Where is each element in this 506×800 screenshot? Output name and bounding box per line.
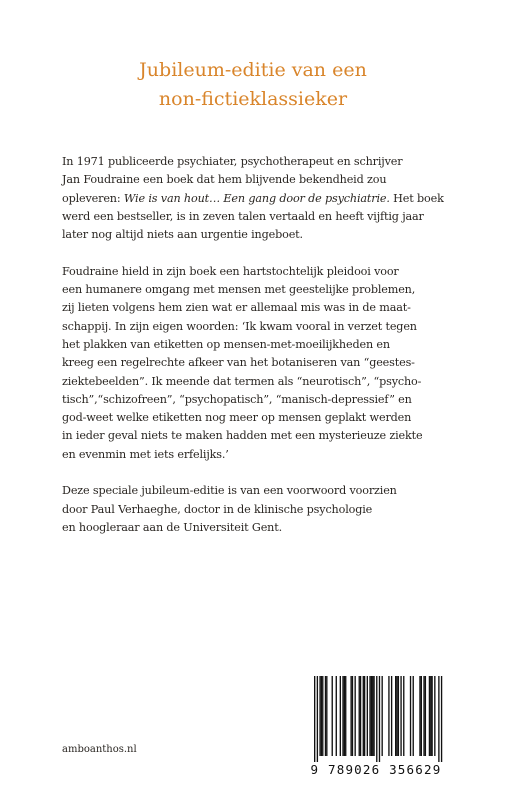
barcode-bar — [340, 676, 341, 756]
barcode-bar — [369, 676, 370, 756]
barcode-bar — [355, 676, 356, 756]
barcode-bar — [317, 676, 318, 762]
barcode-bar — [395, 676, 396, 756]
barcode-bar — [441, 676, 442, 762]
barcode-bar — [364, 676, 365, 756]
text-line: door Paul Verhaeghe, doctor in de klinische psychologie — [62, 502, 373, 516]
paragraph-2 — [62, 263, 446, 464]
text-line: kreeg een regelrechte afkeer van het botaniseren van “geestes- — [62, 356, 415, 370]
barcode-bar — [332, 676, 333, 756]
barcode-bar — [379, 676, 380, 762]
barcode-bar — [326, 676, 327, 756]
text-line: tisch”,“schizofreen”, “psychopatisch”, “manisch-depressief” en — [62, 392, 412, 406]
barcode-bar — [429, 676, 430, 756]
barcode-bar — [360, 676, 361, 756]
text-segment: opleveren: — [62, 191, 124, 205]
barcode-bar — [376, 676, 377, 762]
text-line: zij lieten volgens hem zien wat er allemaal mis was in de maat- — [62, 301, 411, 315]
barcode-bar — [398, 676, 399, 756]
barcode-bar — [421, 676, 422, 756]
barcode-bar — [410, 676, 411, 756]
text-line: Jan Foudraine een boek dat hem blijvende bekendheid zou — [62, 173, 387, 187]
text-line: later nog altijd niets aan urgentie ingeboet. — [62, 228, 303, 242]
barcode-bar — [342, 676, 343, 756]
text-line: god-weet welke etiketten nog meer op mensen geplakt werden — [62, 411, 412, 425]
barcode-bar — [382, 676, 383, 756]
text-line: Foudraine hield in zijn boek een hartstochtelijk pleidooi voor — [62, 264, 399, 278]
barcode-bar — [396, 676, 397, 756]
barcode-bar — [350, 676, 351, 756]
paragraph-3 — [62, 482, 446, 537]
barcode-bar — [319, 676, 320, 756]
barcode-bar — [373, 676, 374, 756]
barcode-bar — [425, 676, 426, 756]
isbn-barcode — [306, 674, 446, 784]
barcode-bar — [434, 676, 435, 756]
barcode-bar — [391, 676, 392, 756]
text-line: In 1971 publiceerde psychiater, psychotherapeut en schrijver — [62, 155, 403, 168]
title-line-1: Jubileum-editie van een — [139, 59, 367, 81]
barcode-bars — [306, 674, 446, 762]
text-line: een humanere omgang met mensen met geestelijke problemen, — [62, 283, 416, 297]
barcode-bar — [388, 676, 389, 756]
text-line: Deze speciale jubileum-editie is van een voorwoord voorzien — [62, 484, 397, 498]
barcode-bar — [367, 676, 368, 756]
barcode-bar — [321, 676, 322, 756]
barcode-bar — [438, 676, 439, 762]
barcode-bar — [430, 676, 431, 756]
text-line: het plakken van etiketten op mensen-met-moeilijkheden en — [62, 337, 390, 351]
barcode-bar — [403, 676, 404, 756]
text-line: werd een bestseller, is in zeven talen vertaald en heeft vijftig jaar — [62, 209, 424, 223]
barcode-bar — [419, 676, 420, 756]
barcode-bar — [431, 676, 432, 756]
text-segment: Het boek — [389, 191, 444, 205]
text-line: en hoogleraar aan de Universiteit Gent. — [62, 520, 282, 534]
barcode-bar — [344, 676, 345, 756]
text-line: schappij. In zijn eigen woorden: ‘Ik kwam vooral in verzet tegen — [62, 319, 417, 333]
barcode-bar — [352, 676, 353, 756]
text-line: ziektebeelden”. Ik meende dat termen als “neurotisch”, “psycho- — [62, 374, 422, 388]
barcode-bar — [400, 676, 401, 756]
barcode-bar — [372, 676, 373, 756]
barcode-bar — [325, 676, 326, 756]
paragraph-1 — [62, 153, 446, 244]
barcode-bar — [413, 676, 414, 756]
barcode-bar — [359, 676, 360, 756]
barcode-bar — [423, 676, 424, 756]
publisher-website: amboanthos.nl — [62, 744, 137, 755]
text-line — [62, 190, 446, 208]
barcode-bar — [336, 676, 337, 756]
text-line: en evenmin met iets erfelijks.’ — [62, 447, 229, 461]
isbn-number: 9 789026 356629 — [310, 762, 442, 777]
barcode-bar — [345, 676, 346, 756]
barcode-bar — [322, 676, 323, 756]
back-cover-title — [0, 56, 506, 114]
barcode-bar — [363, 676, 364, 756]
title-line-2: non-fictieklassieker — [158, 88, 348, 110]
text-line: in ieder geval niets te maken hadden met een mysterieuze ziekte — [62, 429, 423, 443]
blurb-text — [62, 153, 446, 556]
barcode-bar — [371, 676, 372, 756]
barcode-bar — [314, 676, 315, 762]
book-title-italic: Wie is van hout… Een gang door de psychiatrie. — [123, 191, 390, 205]
